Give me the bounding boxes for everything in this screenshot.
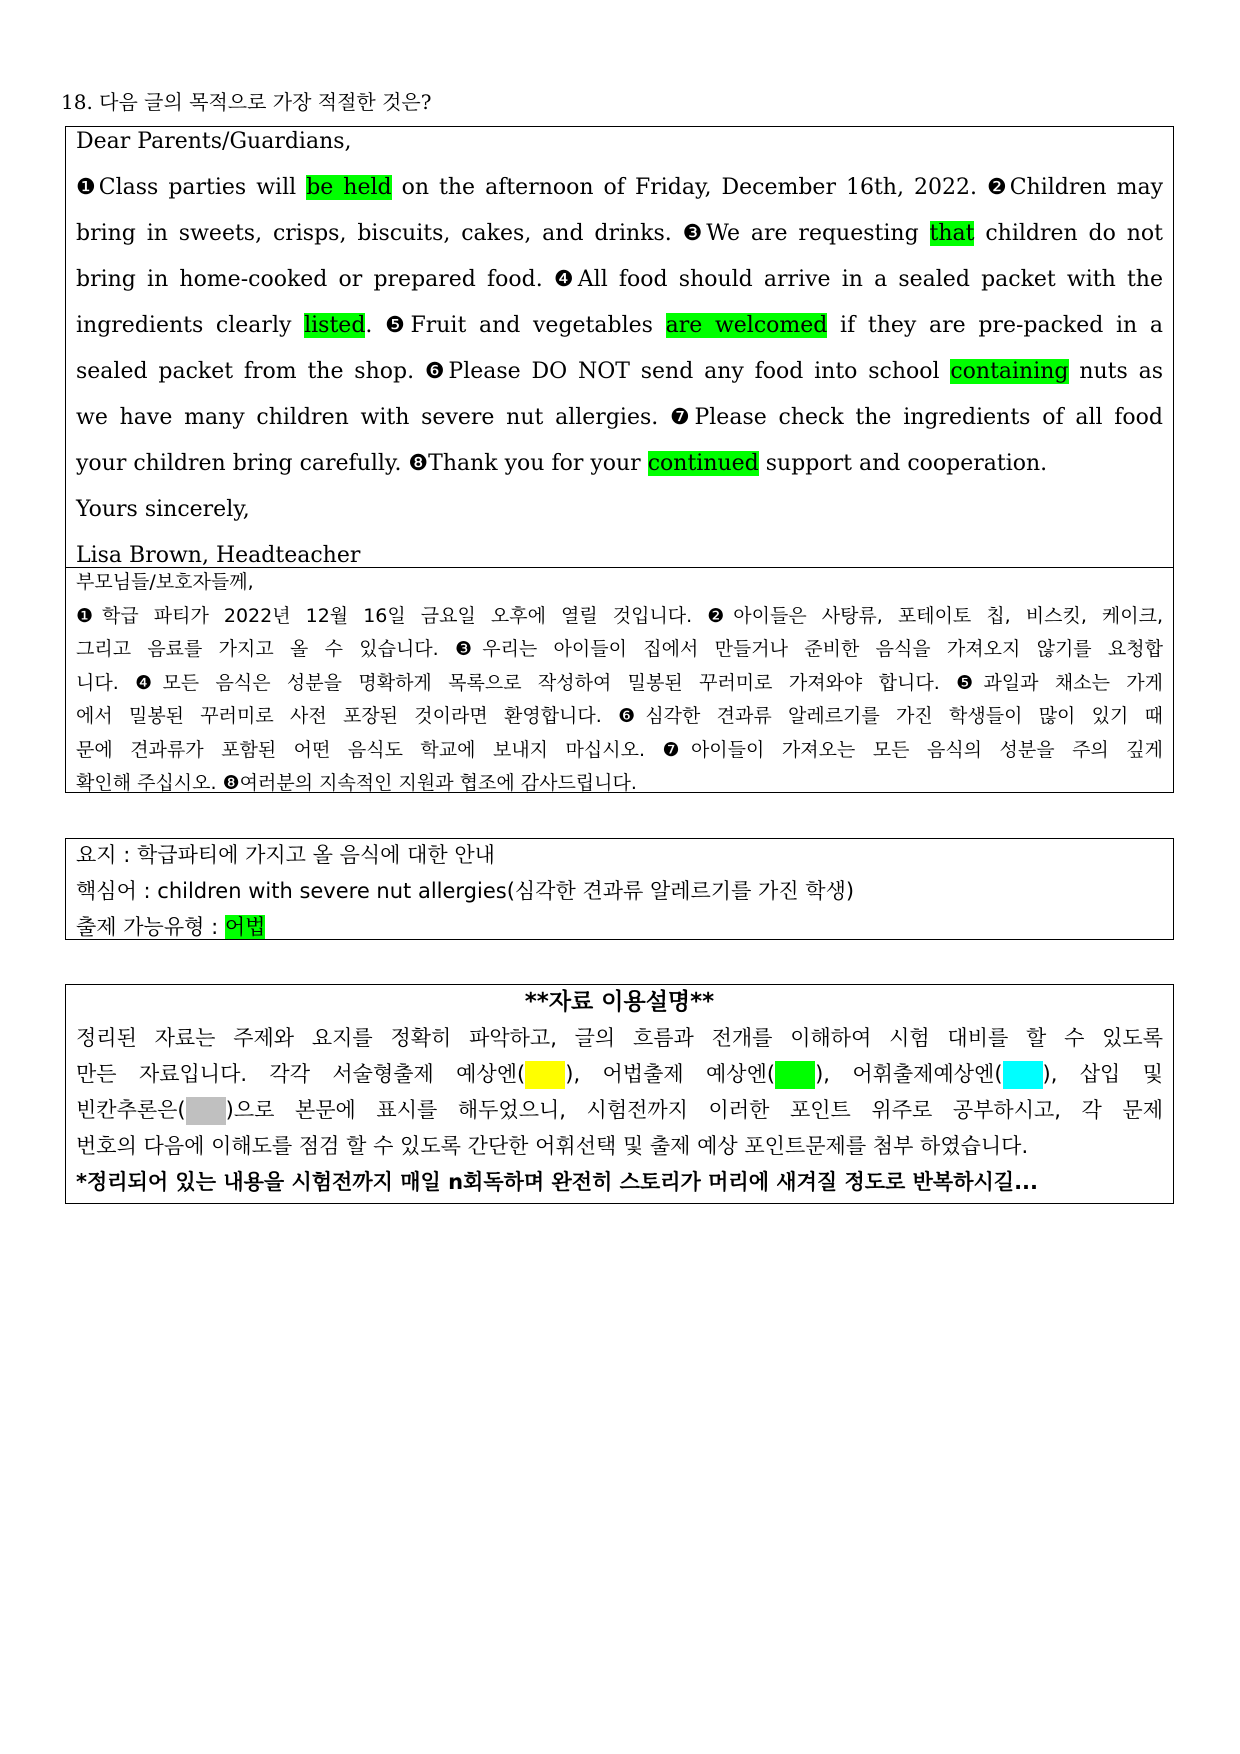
text-line	[76, 911, 1163, 947]
text-segment: 빈칸추론은(	[76, 1098, 186, 1122]
text-segment: 핵심어 : children with severe nut allergies(심각한 견과류 알레르기를 가진 학생)	[76, 879, 855, 903]
text-segment: support and cooperation.	[758, 451, 1048, 476]
text-line	[76, 635, 1163, 669]
text-segment: )으로 본문에 표시를 해두었으니, 시험전까지 이러한 포인트 위주로 공부하시고, 각 문제	[225, 1098, 1163, 1122]
text-segment: children do not	[974, 221, 1163, 246]
text-segment: *정리되어 있는 내용을 시험전까지 매일 n회독하며 완전히 스토리가 머리에 새겨질 정도로 반복하시길...	[76, 1170, 1039, 1194]
text-line	[76, 736, 1163, 770]
text-line	[76, 1093, 1163, 1129]
text-segment: bring in sweets, crisps, biscuits, cakes, and drinks. ❸We are requesting	[76, 221, 930, 246]
english-letter-box	[65, 126, 1174, 568]
text-segment: 정리된 자료는 주제와 요지를 정확히 파악하고, 글의 흐름과 전개를 이해하여 시험 대비를 할 수 있도록	[76, 1026, 1163, 1050]
green-color-swatch	[775, 1061, 815, 1089]
text-line	[76, 702, 1163, 736]
text-line	[76, 1129, 1163, 1165]
highlighted-word: continued	[647, 451, 759, 476]
text-segment: nuts as	[1068, 359, 1163, 384]
text-line	[76, 839, 1163, 875]
text-line	[76, 219, 1163, 265]
text-line	[76, 265, 1163, 311]
text-segment: 확인해 주십시오. ❽여러분의 지속적인 지원과 협조에 감사드립니다.	[76, 772, 637, 794]
text-line	[76, 1165, 1163, 1201]
text-line	[76, 449, 1163, 495]
gray-color-swatch	[186, 1097, 226, 1125]
highlighted-word: 어법	[224, 915, 266, 939]
text-segment: 만든 자료입니다. 각각 서술형출제 예상엔(	[76, 1062, 526, 1086]
text-line	[76, 568, 1163, 602]
highlighted-word: are welcomed	[665, 313, 828, 338]
guide-body	[76, 1021, 1163, 1201]
guide-title: **자료 이용설명**	[524, 989, 715, 1015]
text-segment: Dear Parents/Guardians,	[76, 129, 352, 154]
text-segment: on the afternoon of Friday, December 16th, 2022. ❷Children may	[391, 175, 1163, 200]
text-line	[76, 173, 1163, 219]
yellow-color-swatch	[525, 1061, 565, 1089]
text-segment: ), 어법출제 예상엔(	[565, 1062, 776, 1086]
text-segment: your children bring carefully. ❽Thank you for your	[76, 451, 648, 476]
text-line	[76, 127, 1163, 173]
text-segment: Yours sincerely,	[76, 497, 250, 522]
cyan-color-swatch	[1003, 1061, 1043, 1089]
text-line	[76, 311, 1163, 357]
summary-box	[65, 838, 1174, 940]
text-line	[76, 669, 1163, 703]
highlighted-word: containing	[950, 359, 1069, 384]
text-segment: bring in home-cooked or prepared food. ❹All food should arrive in a sealed packet with the	[76, 267, 1163, 292]
text-segment: we have many children with severe nut allergies. ❼Please check the ingredients of all food	[76, 405, 1163, 430]
highlighted-word: be held	[306, 175, 392, 200]
text-line	[76, 403, 1163, 449]
text-segment: 출제 가능유형 :	[76, 915, 225, 939]
text-line	[76, 875, 1163, 911]
text-segment: ingredients clearly	[76, 313, 305, 338]
text-segment: 에서 밀봉된 꾸러미로 사전 포장된 것이라면 환영합니다. ❻심각한 견과류 알레르기를 가진 학생들이 많이 있기 때	[76, 705, 1163, 727]
highlighted-word: listed	[304, 313, 366, 338]
text-segment: sealed packet from the shop. ❻Please DO NOT send any food into school	[76, 359, 951, 384]
text-segment: ), 어휘출제예상엔(	[815, 1062, 1003, 1086]
text-segment: . ❺Fruit and vegetables	[365, 313, 666, 338]
text-line	[76, 602, 1163, 636]
usage-guide-box	[65, 984, 1174, 1204]
text-segment: 번호의 다음에 이해도를 점검 할 수 있도록 간단한 어휘선택 및 출제 예상 포인트문제를 첨부 하였습니다.	[76, 1134, 1029, 1158]
text-segment: 그리고 음료를 가지고 올 수 있습니다. ❸우리는 아이들이 집에서 만들거나 준비한 음식을 가져오지 않기를 요청합	[76, 638, 1163, 660]
text-segment: 요지 : 학급파티에 가지고 올 음식에 대한 안내	[76, 843, 495, 867]
text-segment: Lisa Brown, Headteacher	[76, 543, 361, 568]
text-segment: 문에 견과류가 포함된 어떤 음식도 학교에 보내지 마십시오. ❼아이들이 가져오는 모든 음식의 성분을 주의 깊게	[76, 738, 1163, 761]
text-line	[76, 357, 1163, 403]
highlighted-word: that	[929, 221, 975, 246]
question-title: 18. 다음 글의 목적으로 가장 적절한 것은?	[61, 90, 432, 114]
text-segment: 니다. ❹모든 음식은 성분을 명확하게 목록으로 작성하여 밀봉된 꾸러미로 가져와야 합니다. ❺과일과 채소는 가게	[76, 671, 1163, 694]
text-segment: ❶학급 파티가 2022년 12월 16일 금요일 오후에 열릴 것입니다. ❷아이들은 사탕류, 포테이토 칩, 비스킷, 케이크,	[76, 604, 1163, 627]
korean-translation-box	[65, 567, 1174, 793]
text-segment: ❶Class parties will	[76, 175, 307, 200]
text-line	[76, 1021, 1163, 1057]
text-line	[76, 1057, 1163, 1093]
text-line	[76, 769, 1163, 803]
text-segment: 부모님들/보호자들께,	[76, 571, 254, 593]
text-segment: ), 삽입 및	[1042, 1062, 1164, 1086]
text-segment: if they are pre-packed in a	[827, 313, 1164, 338]
text-line	[76, 495, 1163, 541]
